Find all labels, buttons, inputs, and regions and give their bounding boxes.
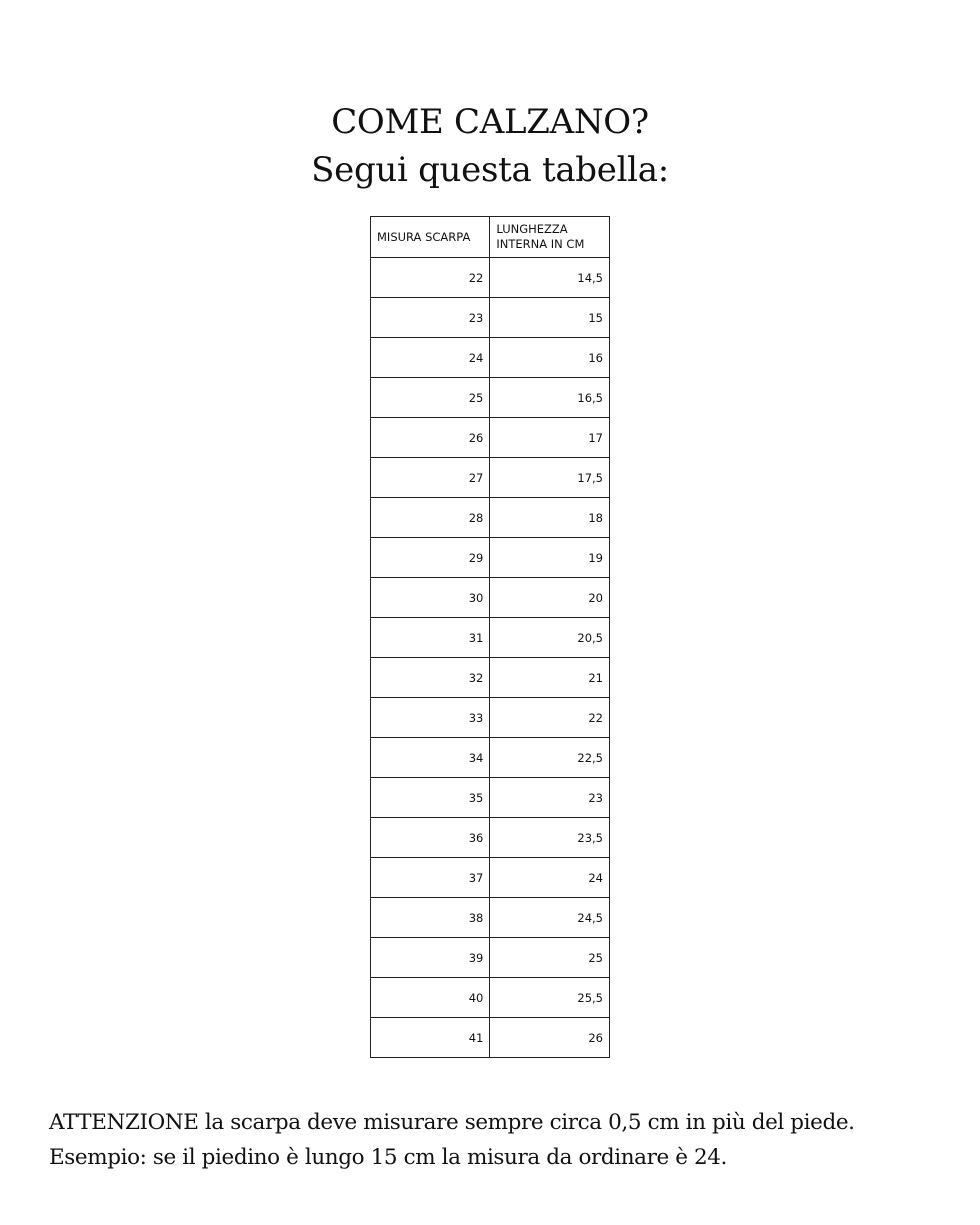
inner-length-cell: 24 (490, 858, 610, 898)
title-subheading: Segui questa tabella: (311, 150, 669, 190)
size-chart-table (370, 216, 610, 1058)
shoe-size-cell: 33 (371, 698, 490, 738)
table-row (371, 298, 610, 338)
table-row (371, 978, 610, 1018)
shoe-size-cell: 22 (371, 258, 490, 298)
title-heading: COME CALZANO? (331, 102, 649, 142)
inner-length-cell: 21 (490, 658, 610, 698)
table-row (371, 378, 610, 418)
inner-length-cell: 15 (490, 298, 610, 338)
table-row (371, 618, 610, 658)
table-row (371, 778, 610, 818)
table-row (371, 1018, 610, 1058)
header-inner-length: LUNGHEZZA INTERNA IN CM (490, 217, 610, 258)
shoe-size-cell: 29 (371, 538, 490, 578)
table-row (371, 498, 610, 538)
shoe-size-cell: 23 (371, 298, 490, 338)
inner-length-cell: 20,5 (490, 618, 610, 658)
shoe-size-cell: 28 (371, 498, 490, 538)
shoe-size-cell: 40 (371, 978, 490, 1018)
table-row (371, 258, 610, 298)
table-row (371, 898, 610, 938)
shoe-size-cell: 39 (371, 938, 490, 978)
table-row (371, 698, 610, 738)
header-shoe-size: MISURA SCARPA (371, 217, 490, 258)
shoe-size-cell: 37 (371, 858, 490, 898)
table-row (371, 538, 610, 578)
shoe-size-cell: 31 (371, 618, 490, 658)
inner-length-cell: 23 (490, 778, 610, 818)
inner-length-cell: 24,5 (490, 898, 610, 938)
table-row (371, 818, 610, 858)
inner-length-cell: 25,5 (490, 978, 610, 1018)
inner-length-cell: 25 (490, 938, 610, 978)
table-row (371, 338, 610, 378)
table-row (371, 858, 610, 898)
shoe-size-cell: 26 (371, 418, 490, 458)
inner-length-cell: 22 (490, 698, 610, 738)
inner-length-cell: 18 (490, 498, 610, 538)
inner-length-cell: 20 (490, 578, 610, 618)
inner-length-cell: 17,5 (490, 458, 610, 498)
shoe-size-cell: 41 (371, 1018, 490, 1058)
inner-length-cell: 22,5 (490, 738, 610, 778)
table-body (371, 258, 610, 1058)
table-row (371, 658, 610, 698)
table-row (371, 458, 610, 498)
inner-length-cell: 16 (490, 338, 610, 378)
inner-length-cell: 14,5 (490, 258, 610, 298)
inner-length-cell: 23,5 (490, 818, 610, 858)
table-header-row (371, 217, 610, 258)
shoe-size-cell: 34 (371, 738, 490, 778)
shoe-size-cell: 38 (371, 898, 490, 938)
shoe-size-cell: 35 (371, 778, 490, 818)
inner-length-cell: 19 (490, 538, 610, 578)
shoe-size-cell: 24 (371, 338, 490, 378)
table-row (371, 578, 610, 618)
table-row (371, 738, 610, 778)
attention-note (49, 1105, 969, 1175)
inner-length-cell: 16,5 (490, 378, 610, 418)
table-row (371, 938, 610, 978)
inner-length-cell: 17 (490, 418, 610, 458)
shoe-size-cell: 32 (371, 658, 490, 698)
shoe-size-cell: 30 (371, 578, 490, 618)
note-example: Esempio: se il piedino è lungo 15 cm la misura da ordinare è 24. (49, 1145, 727, 1170)
inner-length-cell: 26 (490, 1018, 610, 1058)
table-row (371, 418, 610, 458)
page-title (0, 98, 980, 194)
shoe-size-cell: 36 (371, 818, 490, 858)
shoe-size-cell: 27 (371, 458, 490, 498)
note-warning: ATTENZIONE la scarpa deve misurare sempre circa 0,5 cm in più del piede. (49, 1110, 855, 1135)
shoe-size-cell: 25 (371, 378, 490, 418)
